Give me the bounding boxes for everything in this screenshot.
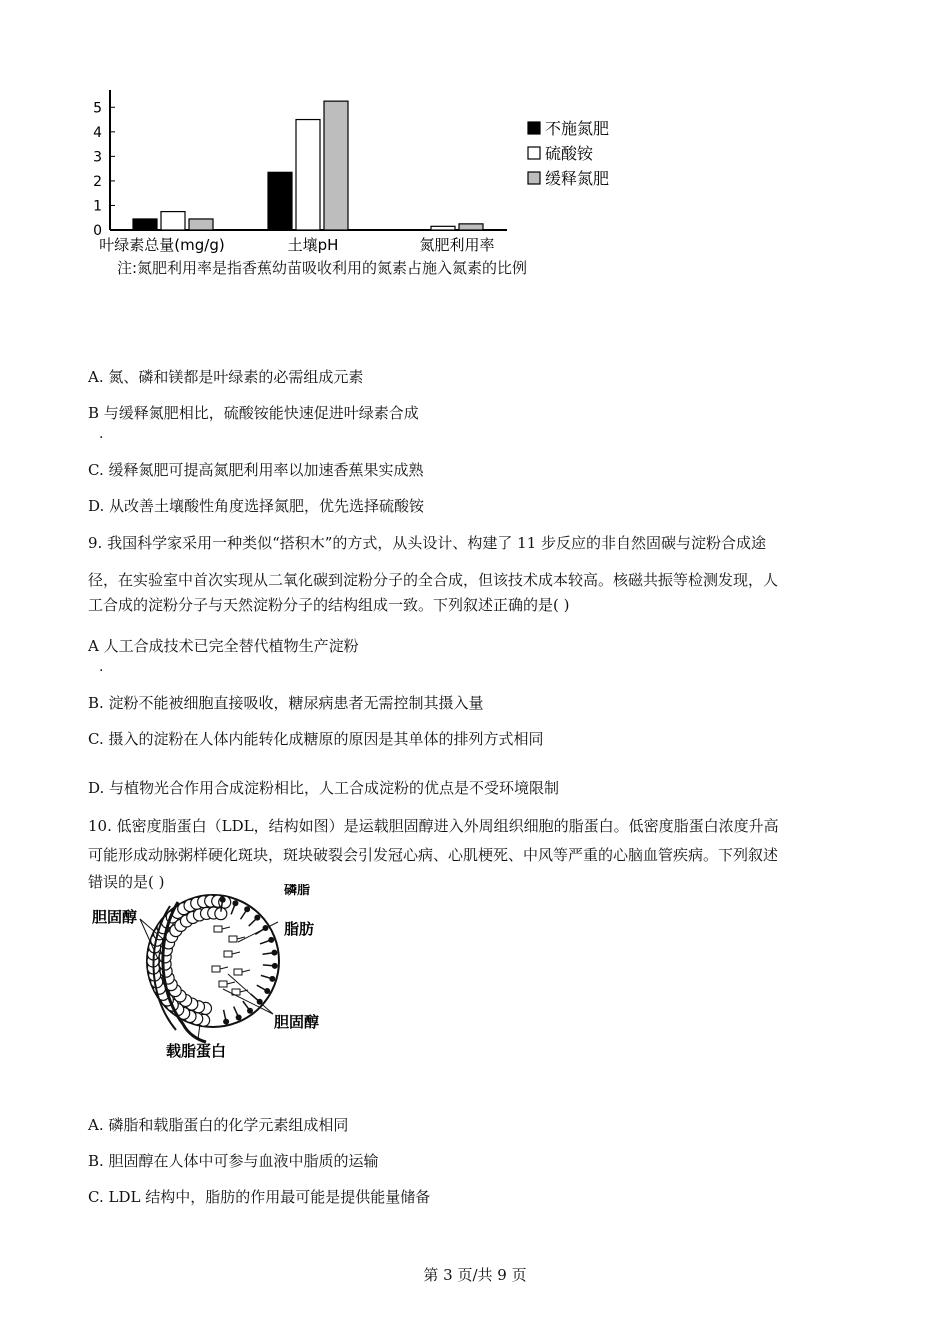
bar-3-1 <box>189 219 213 230</box>
q9-stem-line1: 9. 我国科学家采用一种类似“搭积木”的方式，从头设计、构建了 11 步反应的非自然固碳与淀粉合成途 <box>88 534 767 552</box>
q10-stem-line1: 10. 低密度脂蛋白（LDL，结构如图）是运载胆固醇进入外周组织细胞的脂蛋白。低密度脂蛋白浓度升高 <box>88 817 779 835</box>
bar-1-2 <box>268 172 292 230</box>
y-tick-label: 5 <box>93 100 102 117</box>
q8-option-b: B 与缓释氮肥相比，硫酸铵能快速促进叶绿素合成 <box>88 404 419 422</box>
q9-option-a-dot: . <box>99 659 104 675</box>
legend-label: 不施氮肥 <box>545 119 610 138</box>
q9-option-a: A 人工合成技术已完全替代植物生产淀粉 <box>88 637 359 655</box>
x-category-label: 氮肥利用率 <box>419 236 495 254</box>
q10-stem-line3: 错误的是( ) <box>88 873 165 891</box>
label-phospholipid: 磷脂 <box>284 884 311 898</box>
y-tick-label: 2 <box>93 173 102 190</box>
q8-option-a: A. 氮、磷和镁都是叶绿素的必需组成元素 <box>88 368 364 386</box>
y-tick-label: 0 <box>93 223 102 239</box>
label-cholesterol-right: 胆固醇 <box>274 1013 320 1031</box>
chart-legend <box>528 119 609 188</box>
label-cholesterol-left: 胆固醇 <box>92 908 138 926</box>
bar-2-2 <box>296 120 320 230</box>
x-category-label: 叶绿素总量(mg/g) <box>99 236 225 254</box>
q10-stem-line2: 可能形成动脉粥样硬化斑块，斑块破裂会引发冠心病、心肌梗死、中风等严重的心脑血管疾病。下列叙述 <box>88 846 779 864</box>
legend-swatch <box>528 147 540 159</box>
chart-note: 注:氮肥利用率是指香蕉幼苗吸收利用的氮素占施入氮素的比例 <box>117 259 528 277</box>
q9-option-b: B. 淀粉不能被细胞直接吸收，糖尿病患者无需控制其摄入量 <box>88 694 484 712</box>
y-tick-label: 3 <box>93 149 102 166</box>
legend-swatch <box>528 172 540 184</box>
label-apoprotein: 载脂蛋白 <box>166 1042 227 1060</box>
bar-chart <box>85 82 645 282</box>
legend-swatch <box>528 122 540 134</box>
y-tick-label: 1 <box>93 198 102 215</box>
q10-option-c: C. LDL 结构中，脂肪的作用最可能是提供能量储备 <box>88 1188 431 1206</box>
q9-option-d: D. 与植物光合作用合成淀粉相比，人工合成淀粉的优点是不受环境限制 <box>88 779 560 797</box>
ldl-structure-figure <box>88 884 348 1064</box>
label-fat: 脂肪 <box>284 920 315 938</box>
bar-2-3 <box>431 226 455 230</box>
q9-option-c: C. 摄入的淀粉在人体内能转化成糖原的原因是其单体的排列方式相同 <box>88 730 544 748</box>
q10-option-a: A. 磷脂和载脂蛋白的化学元素组成相同 <box>88 1116 349 1134</box>
bar-3-2 <box>324 101 348 230</box>
q8-option-d: D. 从改善土壤酸性角度选择氮肥，优先选择硫酸铵 <box>88 497 425 515</box>
bar-3-3 <box>459 224 483 230</box>
y-tick-label: 4 <box>93 124 102 141</box>
legend-label: 硫酸铵 <box>545 144 594 163</box>
q8-option-c: C. 缓释氮肥可提高氮肥利用率以加速香蕉果实成熟 <box>88 461 424 479</box>
q9-stem-line2: 径，在实验室中首次实现从二氧化碳到淀粉分子的全合成，但该技术成本较高。核磁共振等检测发现，人 <box>88 571 779 589</box>
bar-2-1 <box>161 212 185 230</box>
q10-option-b: B. 胆固醇在人体中可参与血液中脂质的运输 <box>88 1152 379 1170</box>
page-footer: 第 3 页/共 9 页 <box>423 1266 527 1284</box>
legend-label: 缓释氮肥 <box>545 169 610 188</box>
x-category-label: 土壤pH <box>287 236 339 254</box>
q9-stem-line3: 工合成的淀粉分子与天然淀粉分子的结构组成一致。下列叙述正确的是( ) <box>88 596 570 614</box>
bar-1-1 <box>133 219 157 230</box>
q8-option-b-dot: . <box>99 426 104 442</box>
chart-bars <box>133 101 483 230</box>
